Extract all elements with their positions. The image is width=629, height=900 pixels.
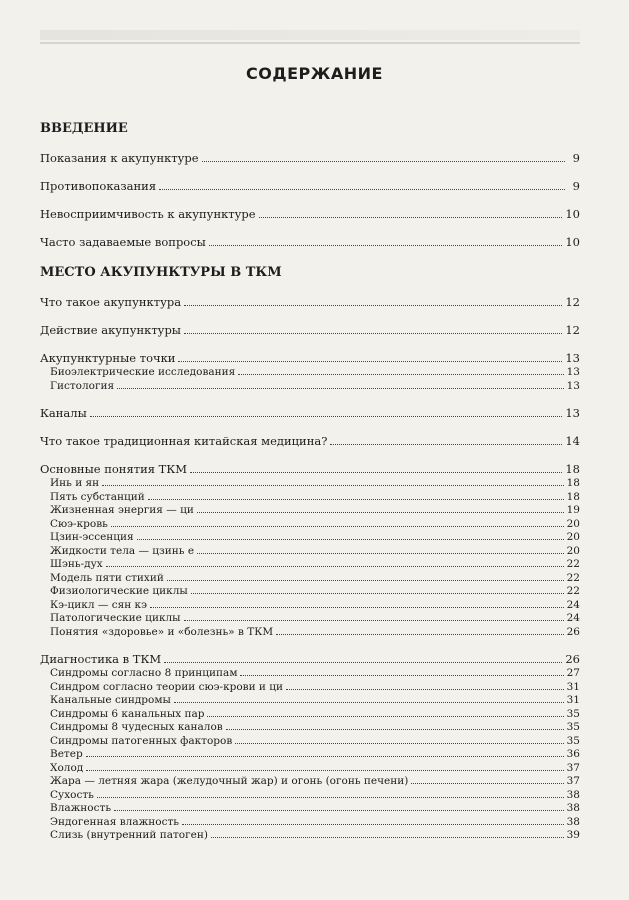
toc-subentry[interactable]: [40, 829, 580, 843]
entry-label: Каналы: [40, 406, 87, 420]
page-title: СОДЕРЖАНИЕ: [246, 64, 383, 83]
dot-leader: [184, 620, 564, 621]
entry-label: Невосприимчивость к акупунктуре: [40, 207, 256, 221]
dot-leader: [184, 333, 562, 334]
dot-leader: [174, 702, 564, 703]
dot-leader: [330, 444, 562, 445]
entry-label: Показания к акупунктуре: [40, 151, 199, 165]
toc-subentry[interactable]: [40, 380, 580, 394]
dot-leader: [137, 539, 564, 540]
dot-leader: [276, 634, 564, 635]
entry-label: Шэнь-дух: [50, 558, 103, 570]
dot-leader: [209, 245, 563, 246]
page-number: 38: [566, 815, 580, 828]
dot-leader: [150, 607, 564, 608]
dot-leader: [259, 217, 563, 218]
page-number: 31: [566, 680, 580, 693]
dot-leader: [238, 374, 563, 375]
toc-subentry[interactable]: [40, 599, 580, 613]
toc-entry[interactable]: [40, 461, 580, 477]
dot-leader: [184, 305, 562, 306]
toc-subentry[interactable]: [40, 585, 580, 599]
entry-label: Модель пяти стихий: [50, 571, 164, 584]
page-number: 20: [566, 531, 580, 543]
page-number: 9: [572, 151, 580, 165]
entry-label: Канальные синдромы: [50, 694, 171, 706]
page-number: 20: [566, 544, 580, 557]
dot-leader: [97, 797, 564, 798]
bleed-through-header: [40, 30, 580, 40]
dot-leader: [86, 770, 563, 771]
toc-subentry[interactable]: [40, 681, 580, 695]
entry-label: Влажность: [50, 802, 112, 814]
page-number: 13: [565, 406, 580, 420]
toc-subentry[interactable]: [40, 694, 580, 708]
dot-leader: [178, 361, 562, 362]
entry-label: Гистология: [50, 379, 115, 392]
entry-label: Акупунктурные точки: [40, 351, 176, 365]
toc-entry[interactable]: [40, 234, 580, 250]
toc-subentry[interactable]: [40, 366, 580, 380]
entry-label: Сухость: [50, 788, 94, 801]
dot-leader: [202, 161, 565, 162]
entry-label: Синдромы 6 канальных пар: [50, 707, 205, 720]
dot-leader: [117, 388, 564, 389]
dot-leader: [106, 566, 564, 567]
entry-label: Пять субстанций: [50, 490, 145, 503]
entry-label: Жизненная энергия — ци: [50, 504, 194, 516]
toc-entry[interactable]: [40, 150, 580, 166]
dot-leader: [211, 837, 564, 838]
toc-subentry[interactable]: [40, 531, 580, 545]
entry-label: Кэ-цикл — сян кэ: [50, 598, 147, 611]
page-number: 22: [566, 585, 580, 597]
page-number: 27: [566, 667, 580, 679]
entry-label: Синдромы патогенных факторов: [50, 734, 233, 747]
entry-label: Слизь (внутренний патоген): [50, 829, 208, 841]
toc-subentry[interactable]: [40, 789, 580, 803]
page-number: 18: [565, 462, 580, 476]
entry-label: Противопоказания: [40, 179, 157, 193]
page-number: 35: [566, 734, 580, 747]
entry-label: Ветер: [50, 748, 83, 760]
toc-subentry[interactable]: [40, 802, 580, 816]
dot-leader: [235, 743, 563, 744]
toc-subentry[interactable]: [40, 721, 580, 735]
toc-subentry[interactable]: [40, 504, 580, 518]
entry-label: Сюэ-кровь: [50, 517, 108, 530]
dot-leader: [159, 189, 565, 190]
page-number: 19: [566, 504, 580, 516]
page-number: 18: [566, 490, 580, 503]
page-number: 12: [565, 295, 580, 309]
toc-subentry[interactable]: [40, 518, 580, 532]
toc-entry[interactable]: [40, 433, 580, 449]
entry-label: Что такое акупунктура: [40, 295, 182, 309]
entry-label: Жара — летняя жара (желудочный жар) и огонь (огонь печени): [50, 775, 409, 787]
entry-label: Холод: [50, 761, 84, 774]
page-number: 35: [566, 721, 580, 733]
toc-entry[interactable]: [40, 405, 580, 421]
dot-leader: [148, 499, 564, 500]
dot-leader: [111, 526, 564, 527]
toc-subentry[interactable]: [40, 477, 580, 491]
page-number: 12: [565, 323, 580, 337]
toc-subentry[interactable]: [40, 775, 580, 789]
page-number: 22: [566, 558, 580, 570]
page-number: 31: [566, 694, 580, 706]
page-number: 37: [566, 775, 580, 787]
dot-leader: [191, 593, 564, 594]
toc-entry[interactable]: [40, 294, 580, 310]
table-of-contents: [40, 118, 580, 843]
dot-leader: [207, 716, 563, 717]
toc-entry[interactable]: [40, 322, 580, 338]
page-number: 37: [566, 761, 580, 774]
page-number: 24: [566, 598, 580, 611]
entry-label: Что такое традиционная китайская медицина?: [40, 434, 328, 448]
dot-leader: [411, 783, 563, 784]
toc-subentry[interactable]: [40, 612, 580, 626]
page-number: 10: [565, 235, 580, 249]
dot-leader: [90, 416, 563, 417]
page-number: 13: [566, 366, 580, 378]
page-number: 24: [566, 612, 580, 624]
entry-label: Понятия «здоровье» и «болезнь» в ТКМ: [50, 625, 274, 638]
page-number: 35: [566, 707, 580, 720]
toc-entry[interactable]: [40, 350, 580, 366]
toc-subentry[interactable]: [40, 748, 580, 762]
entry-label: Диагностика в ТКМ: [40, 652, 162, 666]
page-number: 14: [565, 434, 580, 448]
toc-subentry[interactable]: [40, 708, 580, 722]
toc-subentry[interactable]: [40, 735, 580, 749]
dot-leader: [86, 756, 564, 757]
dot-leader: [102, 485, 563, 486]
toc-subentry[interactable]: [40, 816, 580, 830]
page-number: 38: [566, 788, 580, 801]
page-number: 39: [566, 829, 580, 841]
entry-label: Эндогенная влажность: [50, 815, 179, 828]
entry-label: Цзин-эссенция: [50, 531, 134, 543]
toc-subentry[interactable]: [40, 667, 580, 681]
header-rule: [40, 42, 580, 44]
page-number: 18: [566, 477, 580, 489]
dot-leader: [226, 729, 564, 730]
section-heading: ВВЕДЕНИЕ: [40, 121, 128, 136]
dot-leader: [190, 472, 562, 473]
dot-leader: [197, 553, 564, 554]
entry-label: Часто задаваемые вопросы: [40, 235, 206, 249]
entry-label: Синдромы 8 чудесных каналов: [50, 721, 223, 733]
entry-label: Синдромы согласно 8 принципам: [50, 667, 238, 679]
page-number: 13: [566, 379, 580, 392]
toc-subentry[interactable]: [40, 762, 580, 776]
entry-label: Инь и ян: [50, 477, 100, 489]
toc-entry[interactable]: [40, 651, 580, 667]
page-number: 26: [565, 652, 580, 666]
dot-leader: [286, 689, 564, 690]
section-heading: МЕСТО АКУПУНКТУРЫ В ТКМ: [40, 265, 282, 280]
entry-label: Физиологические циклы: [50, 585, 188, 597]
toc-subentry[interactable]: [40, 572, 580, 586]
entry-label: Синдром согласно теории сюэ-крови и ци: [50, 680, 284, 693]
entry-label: Основные понятия ТКМ: [40, 462, 188, 476]
page-number: 20: [566, 517, 580, 530]
page-number: 36: [566, 748, 580, 760]
toc-subentry[interactable]: [40, 545, 580, 559]
toc-entry[interactable]: [40, 178, 580, 194]
dot-leader: [240, 675, 563, 676]
toc-entry[interactable]: [40, 206, 580, 222]
dot-leader: [167, 580, 564, 581]
dot-leader: [182, 824, 564, 825]
page-number: 10: [565, 207, 580, 221]
entry-label: Действие акупунктуры: [40, 323, 181, 337]
dot-leader: [197, 512, 564, 513]
entry-label: Патологические циклы: [50, 612, 181, 624]
page-number: 22: [566, 571, 580, 584]
toc-subentry[interactable]: [40, 491, 580, 505]
page-number: 13: [565, 351, 580, 365]
toc-subentry[interactable]: [40, 626, 580, 640]
page-number: 9: [572, 179, 580, 193]
page-number: 38: [566, 802, 580, 814]
toc-subentry[interactable]: [40, 558, 580, 572]
entry-label: Жидкости тела — цзинь е: [50, 544, 195, 557]
entry-label: Биоэлектрические исследования: [50, 366, 236, 378]
dot-leader: [164, 662, 562, 663]
dot-leader: [114, 810, 564, 811]
page-number: 26: [566, 625, 580, 638]
